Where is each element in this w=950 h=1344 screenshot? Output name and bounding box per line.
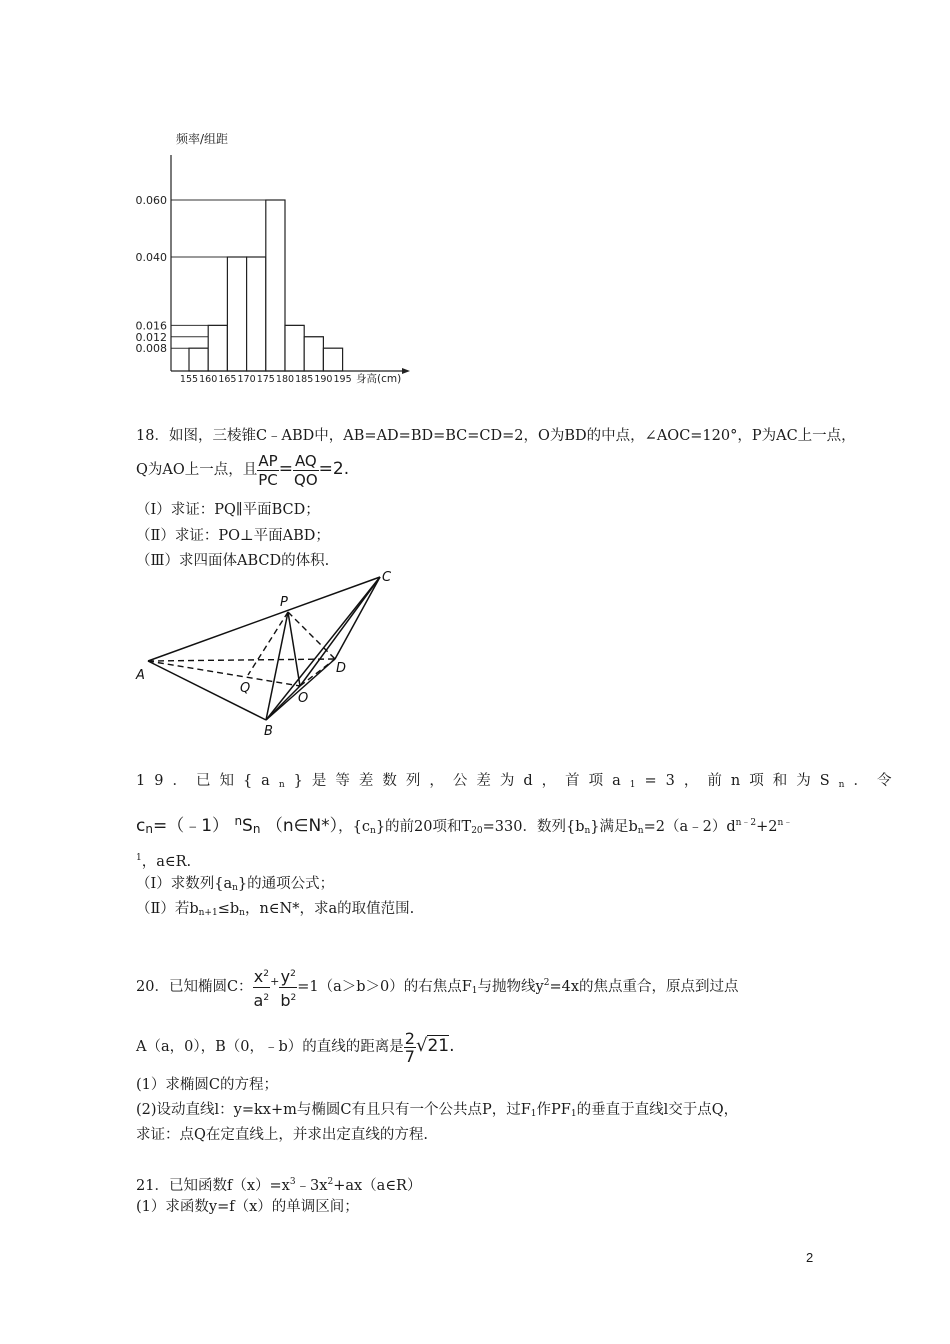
label-c: C: [382, 570, 392, 585]
q19-l2c: =330．数列{b: [482, 819, 585, 835]
q20-line2: [136, 1026, 454, 1067]
x-axis-label: 身高(cm): [356, 373, 402, 385]
histogram-bar: [266, 200, 285, 371]
q18-line1: 18．如图，三棱锥C﹣ABD中，AB=AD=BD=BC=CD=2，O为BD的中点，∠AOC=120°，P为AC上一点，: [136, 428, 856, 444]
q19-formula-sup: n: [234, 814, 243, 828]
x-tick-label: 170: [237, 374, 256, 385]
q19-l1d: ．令: [853, 773, 901, 789]
q19-l3: ，a∈R.: [141, 854, 192, 870]
equals-sign: =: [278, 459, 294, 479]
q20-frac-x-den: [253, 988, 271, 1011]
histogram-bar: [323, 348, 342, 371]
q20-item1: (1）求椭圆C的方程；: [136, 1077, 278, 1093]
q19-i2a: （Ⅱ）若b: [136, 901, 199, 917]
frequency-histogram: [120, 125, 420, 390]
label-d: D: [336, 661, 347, 676]
q19-sub-1: 1: [629, 780, 645, 790]
q20-sub1: 1: [471, 986, 478, 996]
y-tick-labels: [136, 194, 168, 355]
q19-l1a: 19．已知{a: [136, 773, 279, 789]
histogram-bar: [189, 348, 208, 371]
q19-i1a: （Ⅰ）求数列{a: [136, 876, 233, 892]
q20-mid: 与抛物线y: [477, 979, 544, 995]
y-tick-label: 0.016: [135, 319, 167, 333]
q19-i1b: }的通项公式；: [237, 876, 335, 892]
q19-item1: [136, 874, 334, 898]
q19-l1c: =3，前n项和为S: [644, 773, 839, 789]
q20-i2-sub1: 1: [530, 1109, 537, 1119]
x-tick-labels: [180, 374, 352, 385]
q20-i2-sub1-2: 1: [570, 1109, 577, 1119]
q19-l2-sub-n-2: n: [584, 826, 591, 836]
q19-l2f: +2: [756, 819, 778, 835]
q20-frac-y: [279, 964, 297, 1011]
q19-formula: [136, 816, 338, 836]
q19-sub-n-2: n: [838, 780, 854, 790]
q20-a: a: [253, 990, 264, 1010]
sqrt-symbol: √: [415, 1035, 428, 1056]
histogram-bar: [227, 257, 246, 371]
q19-formula-mid: =（﹣1）: [152, 816, 230, 836]
q19-i2-sub-n1: n+1: [198, 908, 218, 918]
q20-tail: =4x的焦点重合，原点到过点: [549, 979, 739, 995]
q20-b-sq: 2: [290, 992, 297, 1003]
x-tick-label: 185: [295, 374, 314, 385]
q20-x: x: [253, 966, 264, 986]
q21-sup3: 3: [289, 1177, 296, 1187]
x-tick-label: 195: [333, 374, 352, 385]
q21-sup2: 2: [327, 1177, 334, 1187]
q18-item2: （Ⅱ）求证：PO⊥平面ABD；: [136, 528, 330, 544]
q20-sup2: 2: [543, 978, 550, 988]
q20-x-sq: 2: [263, 968, 269, 979]
q19-l1b: }是等差数列，公差为d，首项a: [293, 773, 630, 789]
q19-i1-sub-n: n: [232, 883, 238, 893]
q21-line1: [136, 1172, 421, 1196]
q21-l1a: 21．已知函数f（x）=x: [136, 1178, 290, 1194]
q18-item1: （Ⅰ）求证：PQ∥平面BCD；: [136, 502, 320, 518]
q20-d-den: 7: [404, 1046, 415, 1066]
y-axis-label: 频率/组距: [176, 132, 229, 146]
q19-l2e: =2（a﹣2）d: [643, 819, 736, 835]
q19-l2-sub-n: n: [370, 826, 376, 836]
q19-line2: [136, 808, 792, 844]
q21-l1b: ﹣3x: [295, 1178, 328, 1194]
q19-l3-sup: 1: [136, 853, 142, 863]
q19-formula-sub-n: n: [145, 822, 153, 836]
q20-plus: +: [270, 975, 280, 988]
label-q: Q: [240, 681, 251, 696]
x-tick-label: 175: [256, 374, 275, 385]
q20-item2-line2: 求证：点Q在定直线上，并求出定直线的方程.: [136, 1127, 428, 1143]
q20-frac-x: [253, 964, 271, 1011]
q20-prefix: 20．已知椭圆C：: [136, 979, 253, 995]
x-tick-label: 190: [314, 374, 333, 385]
histogram-bar: [304, 337, 323, 371]
label-p: P: [280, 595, 288, 610]
q19-i2c: ，n∈N*，求a的取值范围.: [244, 901, 415, 917]
q20-b: b: [280, 990, 291, 1010]
q19-l2a: ，{c: [338, 819, 371, 835]
y-tick-label: 0.008: [135, 342, 167, 356]
q19-i2b: ≤b: [217, 901, 240, 917]
q20-frac-y-den: [279, 988, 297, 1011]
q19-i2-sub-n: n: [239, 908, 245, 918]
q20-d-num: 2: [404, 1028, 415, 1048]
q19-line1: [136, 771, 900, 795]
q19-sub-n: n: [278, 780, 294, 790]
q19-sup-n1: n﹣: [777, 818, 793, 828]
y-tick-label: 0.040: [135, 251, 167, 264]
histogram-bar: [285, 325, 304, 371]
q20-i2c: 的垂直于直线l交于点Q，: [576, 1102, 739, 1118]
label-o: O: [298, 691, 309, 706]
q20-a-sq: 2: [263, 992, 270, 1003]
q21-item1: (1）求函数y=f（x）的单调区间；: [136, 1199, 359, 1215]
frac-den-pc: PC: [258, 470, 278, 489]
y-tick-label: 0.060: [135, 194, 167, 207]
q20-l2: A（a，0），B（0，﹣b）的直线的距离是: [136, 1039, 404, 1055]
q19-l2-sub-n-3: n: [637, 826, 644, 836]
x-tick-label: 155: [179, 374, 199, 385]
ratio-aq-qo: [293, 452, 319, 489]
tetrahedron-figure: [130, 568, 405, 740]
q20-dot: .: [449, 1036, 455, 1056]
q19-item2: [136, 899, 414, 923]
q20-frac-y-num: [279, 964, 297, 988]
x-tick-label: 165: [218, 374, 237, 385]
q20-i2a: (2)设动直线l：y=kx+m与椭圆C有且只有一个公共点P，过F: [136, 1102, 531, 1118]
frac-num-ap: AP: [258, 451, 278, 470]
q19-sub-20: 20: [471, 826, 483, 836]
equals-two: =2.: [318, 459, 350, 479]
q20-radicand: 21: [427, 1036, 450, 1056]
histogram-bar: [247, 257, 266, 371]
x-axis-arrow: [402, 368, 410, 374]
label-b: B: [264, 724, 273, 739]
q20-y: y: [280, 966, 291, 986]
q19-formula-sub-n-2: n: [252, 822, 261, 836]
label-a: A: [136, 668, 145, 683]
q20-distance-frac: [404, 1030, 416, 1065]
page-number: 2: [806, 1250, 814, 1265]
frac-num-aq: AQ: [294, 451, 317, 470]
q19-sup-n2: n﹣2: [735, 818, 757, 828]
x-tick-label: 160: [199, 374, 218, 385]
q18-line2: [136, 449, 349, 490]
q18-line2-prefix: Q为AO上一点，且: [136, 462, 258, 478]
y-tick-label: 0.012: [135, 330, 167, 344]
q21-l1c: +ax（a∈R）: [333, 1178, 422, 1194]
q20-item2: [136, 1100, 738, 1124]
q20-i2b: 作PF: [536, 1102, 571, 1118]
q18-item3: （Ⅲ）求四面体ABCD的体积.: [136, 553, 330, 569]
q19-l2b: }的前20项和T: [375, 819, 472, 835]
histogram-bars: [189, 200, 343, 371]
q20-frac-x-num: [253, 964, 271, 988]
frac-den-qo: QO: [294, 470, 318, 489]
q20-line1: [136, 954, 739, 1019]
x-tick-label: 180: [275, 374, 295, 385]
q19-l2d: }满足b: [590, 819, 638, 835]
ratio-ap-pc: [257, 452, 279, 489]
q19-formula-tail: （n∈N*）: [265, 816, 339, 836]
q20-y-sq: 2: [290, 968, 296, 979]
histogram-bar: [208, 325, 227, 371]
q20-eq: =1（a＞b＞0）的右焦点F: [297, 979, 472, 995]
q19-line3: [136, 848, 191, 872]
q19-formula-c: c: [136, 816, 146, 836]
q19-formula-s: S: [242, 816, 253, 836]
